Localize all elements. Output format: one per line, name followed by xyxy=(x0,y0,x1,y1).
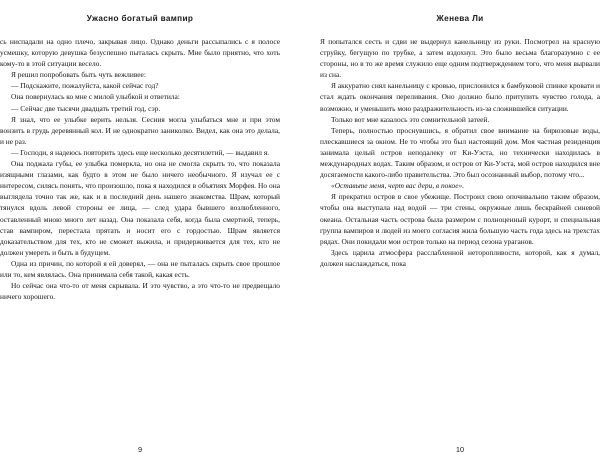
paragraph-italic-quote: «Оставьте меня, черт вас дери, в покое». xyxy=(331,181,465,191)
paragraph: Я прекратил остров в свое убежище. Построил свою опочивальню таким образом, чтобы она выступала над водой — три стены, окружные лишь бескрайней синевой океана. Остальная часть острова была размером с полноценный курорт, и специальная группа вампиров и людей из моего согласия жила большую часть года здесь на трехстах рядах. Они покидали мои остров только на период сезона ураганов. xyxy=(320,192,600,246)
paragraph: — Сейчас две тысячи двадцать третий год, сэр. xyxy=(11,103,161,113)
right-page-running-head: Женева Ли xyxy=(436,14,484,23)
paragraph: Но сейчас она что-то от меня скрывала. И это чувство, а это что-то не предвещало ничего хорошего. xyxy=(0,281,280,302)
paragraph: — Подскажите, пожалуйста, какой сейчас год? xyxy=(11,81,159,91)
paragraph: Здесь царила атмосфера расслабленной неторопливости, которой, как я думал, должен наслаждаться, пока xyxy=(320,247,600,268)
paragraph: Я решил попробовать быть чуть вежливее: xyxy=(11,70,146,80)
paragraph: Она поджала губы, ее улыбка померкла, но она не смогла скрыть то, что показала изящными глазами, как будто в этом не было ничего необычного. Я изучал ее с интересом, силясь понять, что произошло, пока я находился в объятиях Морфея. Но она выглядела точно так же, как и в последний день нашего знакомства. Шрам, который тянулся вдоль левой стороны ее лица, — след удара бывшего возлюбленного, оставленный мною много лет назад. Она показала себя, когда была смертной, теперь, став вампиром, перестала прятать и носит его с гордостью. Шрам является доказательством для тех, кто не сможет выжила, и придерживается для тех, кто не должен умереть и быть в будущем. xyxy=(0,159,280,257)
paragraph: — Господи, я надеюсь повторить здесь еще несколько десятилетий, — выдавил я. xyxy=(11,147,270,157)
paragraph: Только вот мне казалось это сомнительной затеей. xyxy=(331,114,490,124)
paragraph: Я знал, что ее улыбке верить нельзя. Сесиия могла улыбаться мне и при этом вонзить в грудь деревянный кол. И не однократно заниколко. Видел, как она это делала, и не раз. xyxy=(0,114,280,146)
paragraph: Одна из причин, по которой я ей доверял, — она не пыталась скрыть свое прошлое или то, кем являлась. Она принимала себя такой, какая есть. xyxy=(0,258,280,279)
paragraph: Я попытался сесть и сдви не выдернул канельницу из руки. Посмотрел на красную струйку, бегущую по трубке, а затем вздохнул. Это было весьма благоразумно с ее стороны, но в то же время служило еще одним подтверждением того, что меня вырвали из сна. xyxy=(320,37,600,80)
paragraph: сь ниспадали на одно плечо, закрывая лицо. Однако деньги рассыпались с я полосе усмешку, которую девушка безуспешно пыталась скрыть. Мне было приятно, что хоть кому-то в этой ситуации весело. xyxy=(0,37,280,69)
left-page-body xyxy=(0,36,280,302)
paragraph: Теперь, полностью проснувшись, я обратил свое внимание на бирюзовые воды, плескавшиеся за окном. Не то чтобы это был настоящий дом. Моя частная резиденция занимала целый остров неподалеку от Ки-Уэста, но технически находилась в международных водах. Таким образом, и остров от Ки-Уэста, мой остров находился вне досягаемости какого-либо правительства. Это был осознанный выбор, потому что... xyxy=(320,125,600,180)
left-page-running-head: Ужасно богатый вампир xyxy=(86,14,194,23)
right-page-body xyxy=(320,36,600,269)
left-page-folio: 9 xyxy=(137,445,143,454)
right-page-folio: 10 xyxy=(455,445,465,454)
paragraph: Она повернулась ко мне с милой улыбкой и ответила: xyxy=(11,92,180,102)
right-page xyxy=(300,0,600,470)
paragraph: Я аккуратно снял канельницу с кровью, прислонился к бамбуковой спинке кровати и стал ждать окончания переливания. Оно должно было притупить чувство голода, а возможно, и уменьшить мою раздражительность из-за сложившейся ситуации. xyxy=(320,81,600,113)
